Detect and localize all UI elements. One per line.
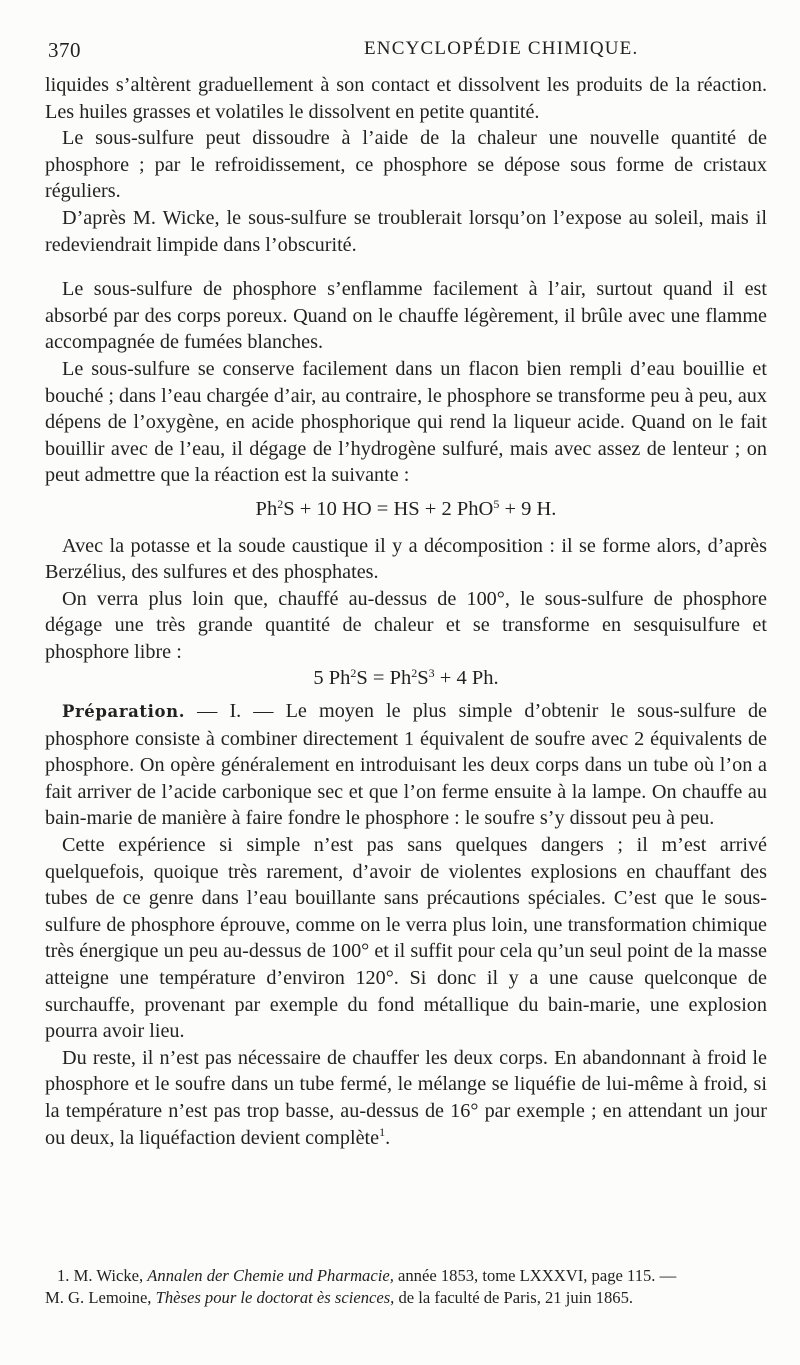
formula-2-part-d: + 4 Ph. — [434, 667, 499, 690]
paragraph-10-end: . — [385, 1126, 391, 1149]
formula-1-part-a: Ph — [255, 497, 278, 520]
page-header — [48, 38, 760, 66]
footnote-1 — [45, 1265, 767, 1287]
formula-2-part-c: S — [417, 667, 429, 690]
paragraph-5: Le sous-sulfure se conserve facilement dans un flacon bien rempli d’eau bouillie et bouché ; dans l’eau chargée d’air, au contraire, le phosphore se transforme peu à peu, aux dépens de l’oxygène, en acide phosphorique qui rend la liqueur acide. Quand on le fait bouillir avec de l’eau, il dégage de l’hydrogène sulfuré, mais avec assez de lenteur ; on peut admettre que la réaction est la suivante : — [45, 357, 767, 487]
formula-1-part-b: S + 10 HO = HS + 2 PhO — [283, 497, 494, 520]
footnote-2-author: M. G. Lemoine, — [45, 1288, 156, 1307]
footnote-1-number: 1. — [57, 1266, 70, 1285]
reaction-formula-1 — [45, 496, 767, 523]
formula-1-sup-b: 5 — [493, 496, 500, 511]
formula-1-part-c: + 9 H. — [499, 497, 557, 520]
formula-2-sup-b: 2 — [411, 666, 418, 681]
footnote-1-details: année 1853, tome LXXXVI, page 115. — — [393, 1266, 677, 1285]
reaction-formula-2 — [45, 665, 767, 692]
footnote-2-details: de la faculté de Paris, 21 juin 1865. — [394, 1288, 634, 1307]
paragraph-2: Le sous-sulfure peut dissoudre à l’aide de la chaleur une nouvelle quantité de phosphore ; par le refroidissement, ce phosphore se dépose sous forme de cristaux réguliers. — [45, 127, 767, 203]
footnote-2-title: Thèses pour le doctorat ès sciences, — [155, 1288, 395, 1307]
body-text — [45, 72, 767, 1151]
formula-2-sup-a: 2 — [350, 666, 357, 681]
footnote-1-author: M. Wicke, — [69, 1266, 148, 1285]
page-number: 370 — [48, 38, 81, 62]
paragraph-7: On verra plus loin que, chauffé au-dessus de 100°, le sous-sulfure de phosphore dégage une très grande quantité de chaleur et se transforme en sesquisulfure et phosphore libre : — [45, 587, 767, 663]
paragraph-1: liquides s’altèrent graduellement à son contact et dissolvent les produits de la réaction. Les huiles grasses et volatiles le dissolvent en petite quantité. — [45, 74, 767, 123]
paragraph-4: Le sous-sulfure de phosphore s’enflamme facilement à l’air, surtout quand il est absorbé par des corps poreux. Quand on le chauffe légèrement, il brûle avec une flamme accompagnée de fumées blanches. — [45, 278, 767, 354]
formula-2-part-b: S = Ph — [356, 667, 412, 690]
section-heading-preparation: Préparation. — [62, 702, 186, 722]
formula-2-part-a: 5 Ph — [313, 667, 351, 690]
footnotes — [45, 1265, 767, 1309]
running-head: ENCYCLOPÉDIE CHIMIQUE. — [364, 38, 639, 59]
paragraph-3: D’après M. Wicke, le sous-sulfure se troublerait lorsqu’on l’expose au soleil, mais il redeviendrait limpide dans l’obscurité. — [45, 206, 767, 256]
paragraph-10 — [45, 1045, 767, 1151]
paragraph-6: Avec la potasse et la soude caustique il y a décomposition : il se forme alors, d’après Berzélius, des sulfures et des phosphates. — [45, 534, 767, 584]
footnote-1-title: Annalen der Chemie und Pharmacie, — [147, 1266, 394, 1285]
formula-2-sup-c: 3 — [428, 666, 435, 681]
preparation-text: — I. — Le moyen le plus simple d’obtenir le sous-sulfure de phosphore consiste à combiner directement 1 équivalent de soufre avec 2 équivalents de phosphore. On opère généralement en introduisant les deux corps dans un tube où l’on a fait arriver de l’acide carbonique sec et que l’on ferme ensuite à la lampe. On chauffe au bain-marie de manière à faire fondre le phosphore : le soufre s’y dissout peu à peu. — [45, 700, 767, 830]
paragraph-preparation — [45, 698, 767, 832]
formula-1-sup-a: 2 — [277, 496, 284, 511]
footnote-1-continuation — [45, 1287, 767, 1309]
footnote-ref-1[interactable]: 1 — [379, 1124, 386, 1139]
paragraph-9: Cette expérience si simple n’est pas sans quelques dangers ; il m’est arrivé quelquefois, quoique très rarement, d’avoir de violentes explosions en chauffant des tubes de ce genre dans l’eau bouillante sans précautions spéciales. C’est que le sous-sulfure de phosphore éprouve, comme on le verra plus loin, une transformation chimique très énergique un peu au-dessus de 100° et il suffit pour cela qu’un seul point de la masse atteigne une température d’environ 120°. Si donc il y a une cause quelconque de surchauffe, provenant par exemple du fond métallique du bain-marie, une explosion pourra avoir lieu. — [45, 834, 767, 1043]
paragraph-10-text: Du reste, il n’est pas nécessaire de chauffer les deux corps. En abandonnant à froid le phosphore et le soufre dans un tube fermé, le mélange se liquéfie de lui-même à froid, si la température n’est pas trop basse, au-dessus de 16° par exemple ; en attendant un jour ou deux, la liquéfaction devient complète — [45, 1046, 767, 1149]
